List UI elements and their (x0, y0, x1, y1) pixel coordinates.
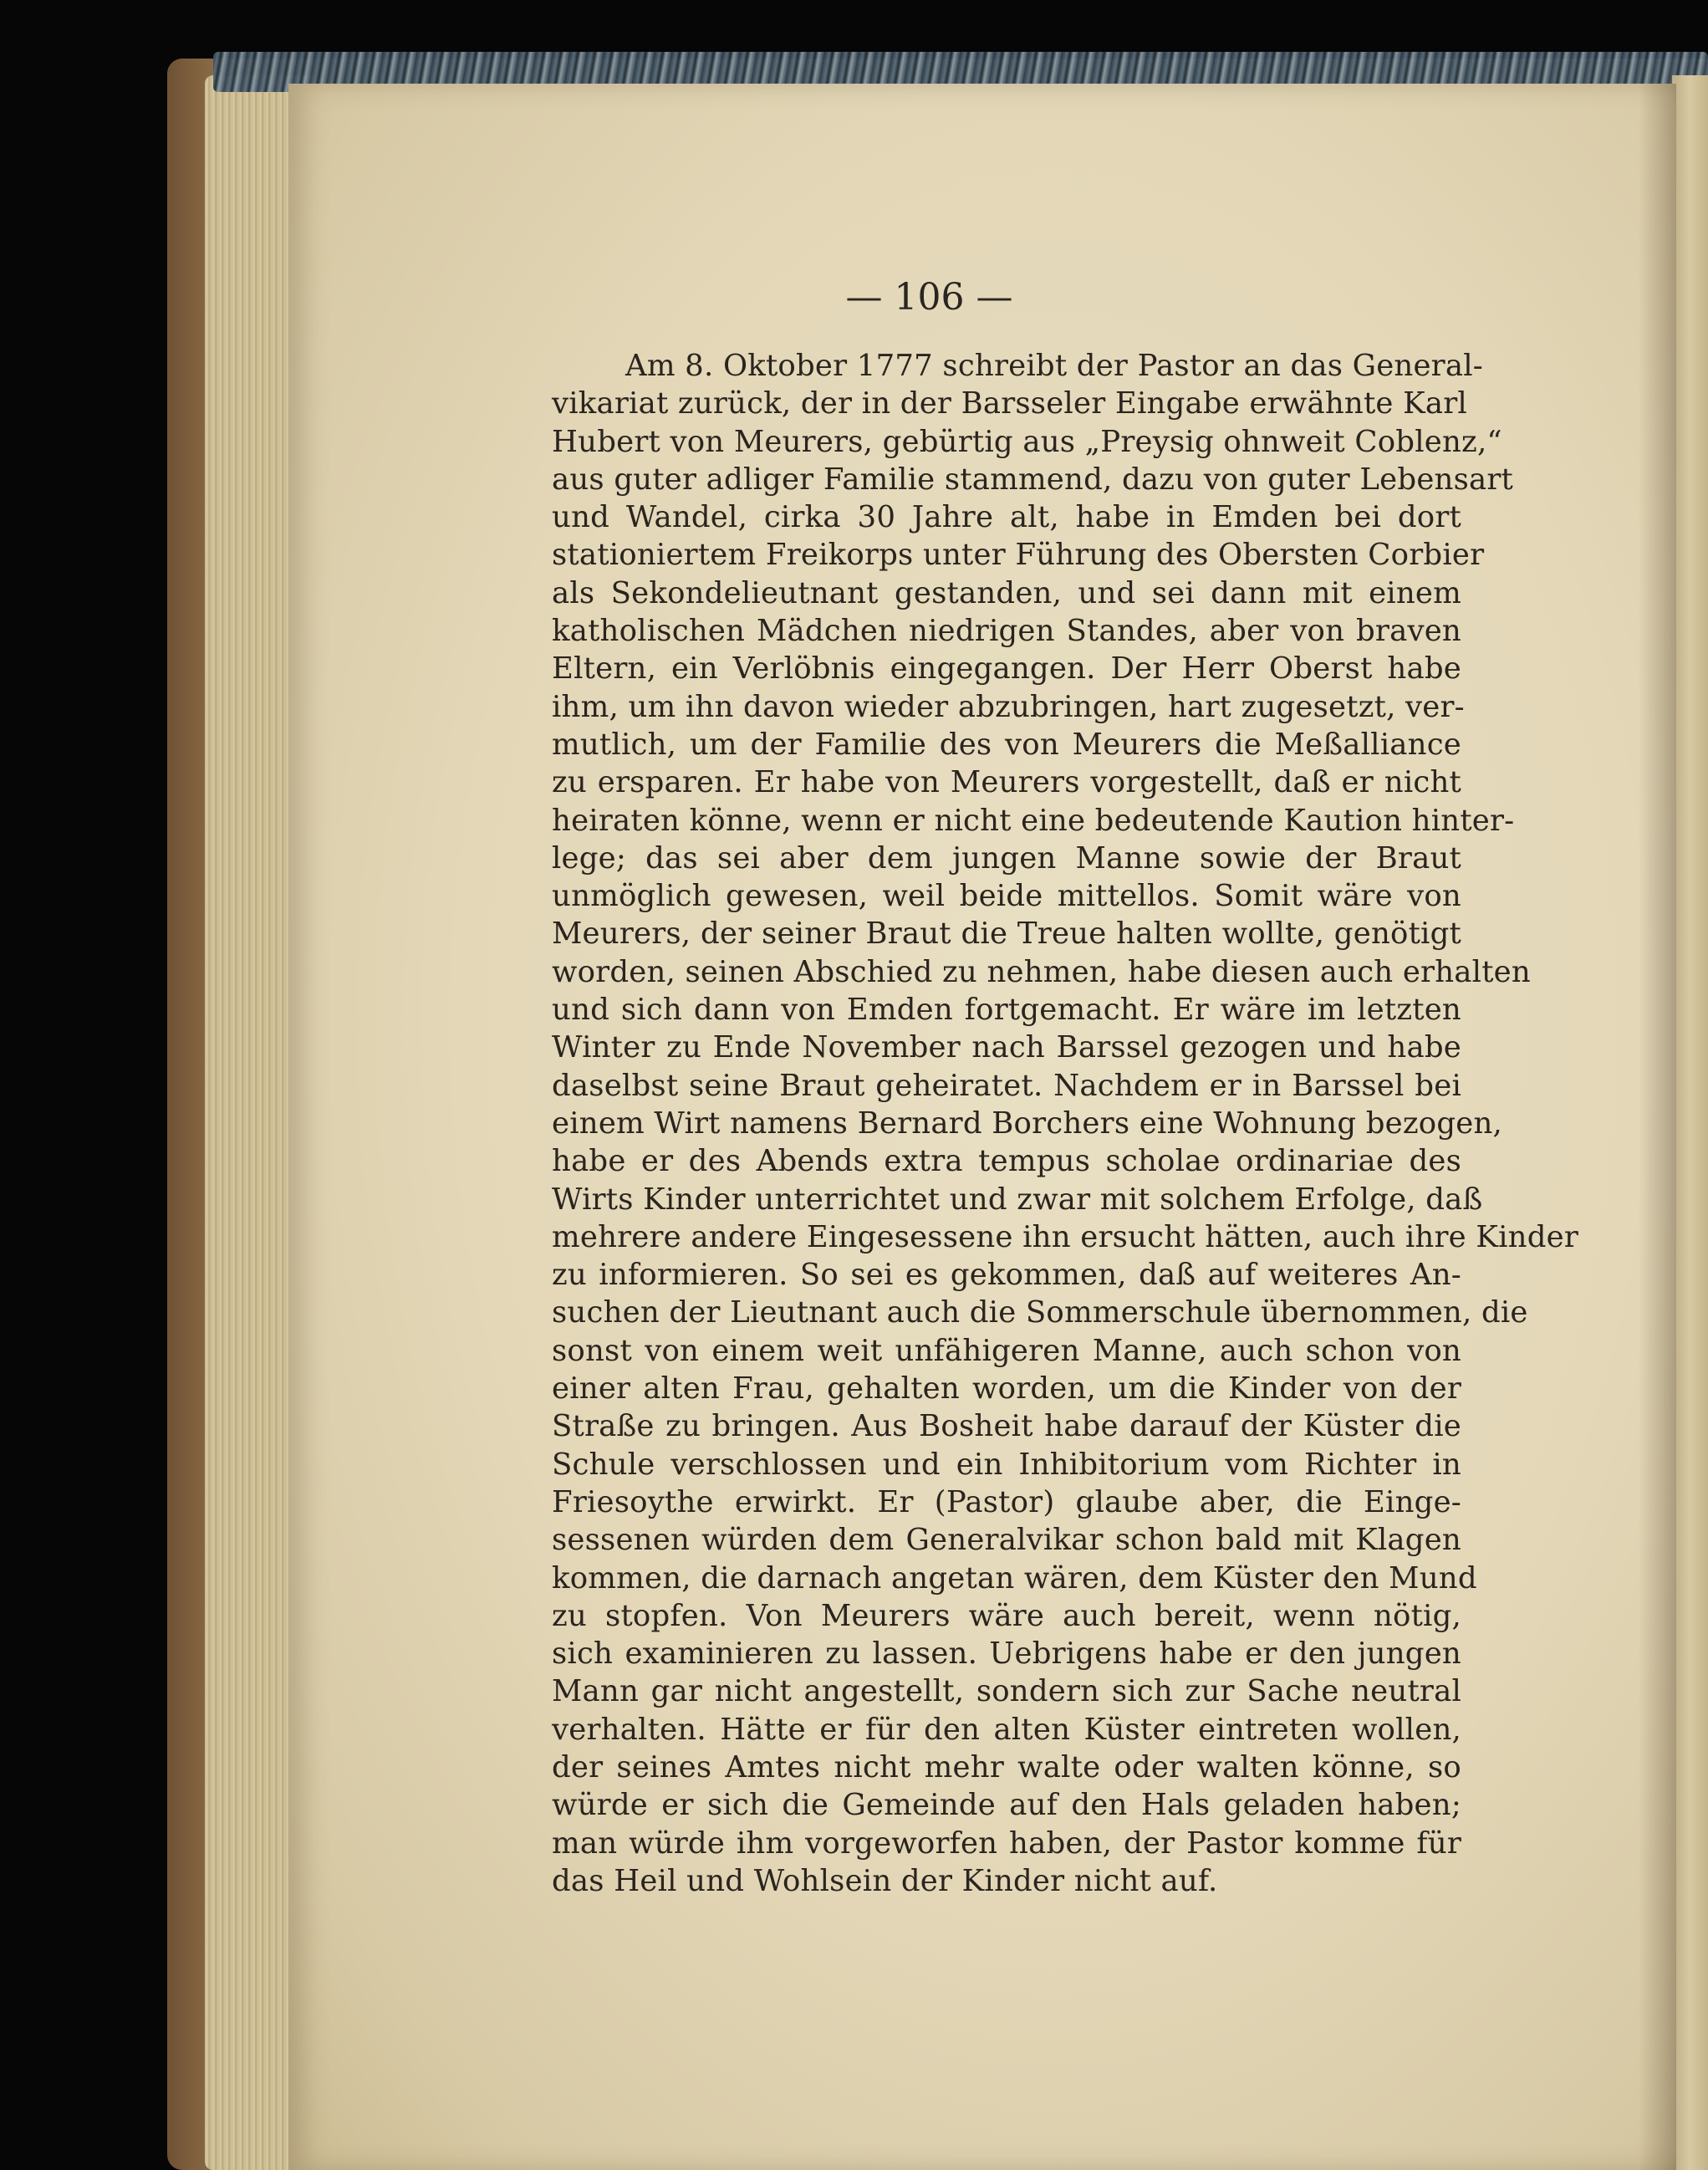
spine-shadow (1639, 84, 1676, 2170)
text-line: mutlich, um der Familie des von Meurers die Meßalliance (552, 727, 1461, 762)
text-line: habe er des Abends extra tempus scholae ordinariae des (552, 1144, 1461, 1179)
text-line: stationiertem Freikorps unter Führung des Obersten Corbier (552, 538, 1485, 573)
text-line: Meurers, der seiner Braut die Treue halten wollte, genötigt (552, 917, 1461, 952)
text-line: zu informieren. So sei es gekommen, daß auf weiteres An- (552, 1258, 1461, 1293)
text-line: unmöglich gewesen, weil beide mittellos. Somit wäre von (552, 879, 1461, 914)
text-line: sich examinieren zu lassen. Uebrigens habe er den jungen (552, 1636, 1461, 1672)
text-line: sonst von einem weit unfähigeren Manne, auch schon von (552, 1333, 1461, 1368)
text-line: ihm, um ihn davon wieder abzubringen, hart zugesetzt, ver- (552, 689, 1465, 724)
text-line: Friesoythe erwirkt. Er (Pastor) glaube aber, die Einge- (552, 1484, 1461, 1519)
text-line: der seines Amtes nicht mehr walte oder walten könne, so (552, 1749, 1461, 1785)
text-line: heiraten könne, wenn er nicht eine bedeutende Kaution hinter- (552, 803, 1515, 838)
text-line: Winter zu Ende November nach Barssel gezogen und habe (552, 1030, 1461, 1065)
page-number: — 106 — (845, 276, 1013, 319)
text-line: zu stopfen. Von Meurers wäre auch bereit, wenn nötig, (552, 1598, 1461, 1633)
text-line: sessenen würden dem Generalvikar schon bald mit Klagen (552, 1523, 1461, 1558)
text-line: und sich dann von Emden fortgemacht. Er wäre im letzten (552, 993, 1461, 1028)
text-line: kommen, die darnach angetan wären, dem Küster den Mund (552, 1560, 1477, 1596)
text-line: worden, seinen Abschied zu nehmen, habe diesen auch erhalten (552, 954, 1531, 989)
text-line: Wirts Kinder unterrichtet und zwar mit solchem Erfolge, daß (552, 1182, 1483, 1217)
text-line: Am 8. Oktober 1777 schreibt der Pastor an das General- (625, 349, 1483, 383)
text-line: aus guter adliger Familie stammend, dazu von guter Lebensart (552, 462, 1514, 497)
text-line: und Wandel, cirka 30 Jahre alt, habe in Emden bei dort (552, 500, 1461, 535)
text-line: daselbst seine Braut geheiratet. Nachdem er in Barssel bei (552, 1068, 1461, 1103)
text-line: als Sekondelieutnant gestanden, und sei dann mit einem (552, 575, 1461, 610)
next-page-edge (1672, 75, 1708, 2170)
text-line: Mann gar nicht angestellt, sondern sich zur Sache neutral (552, 1674, 1461, 1709)
text-line: Straße zu bringen. Aus Bosheit habe darauf der Küster die (552, 1409, 1461, 1444)
text-line: suchen der Lieutnant auch die Sommerschule übernommen, die (552, 1295, 1528, 1330)
text-line: man würde ihm vorgeworfen haben, der Pastor komme für (552, 1825, 1461, 1861)
text-line: Hubert von Meurers, gebürtig aus „Preysig ohnweit Coblenz,“ (552, 424, 1502, 459)
text-line: Eltern, ein Verlöbnis eingegangen. Der Herr Oberst habe (552, 651, 1461, 687)
text-line: würde er sich die Gemeinde auf den Hals geladen haben; (552, 1788, 1461, 1823)
body-text (552, 347, 1578, 1900)
text-line: zu ersparen. Er habe von Meurers vorgestellt, daß er nicht (552, 765, 1461, 800)
text-line: das Heil und Wohlsein der Kinder nicht auf. (552, 1863, 1218, 1898)
text-line: Schule verschlossen und ein Inhibitorium vom Richter in (552, 1447, 1461, 1482)
text-line: verhalten. Hätte er für den alten Küster eintreten wollen, (552, 1712, 1461, 1747)
text-line: katholischen Mädchen niedrigen Standes, aber von braven (552, 614, 1461, 649)
text-line: einem Wirt namens Bernard Borchers eine Wohnung bezogen, (552, 1105, 1503, 1141)
text-line: mehrere andere Eingesessene ihn ersucht hätten, auch ihre Kinder (552, 1219, 1578, 1254)
text-line: einer alten Frau, gehalten worden, um die Kinder von der (552, 1371, 1461, 1407)
text-line: vikariat zurück, der in der Barsseler Eingabe erwähnte Karl (552, 386, 1467, 421)
text-line: lege; das sei aber dem jungen Manne sowie der Braut (552, 840, 1461, 876)
